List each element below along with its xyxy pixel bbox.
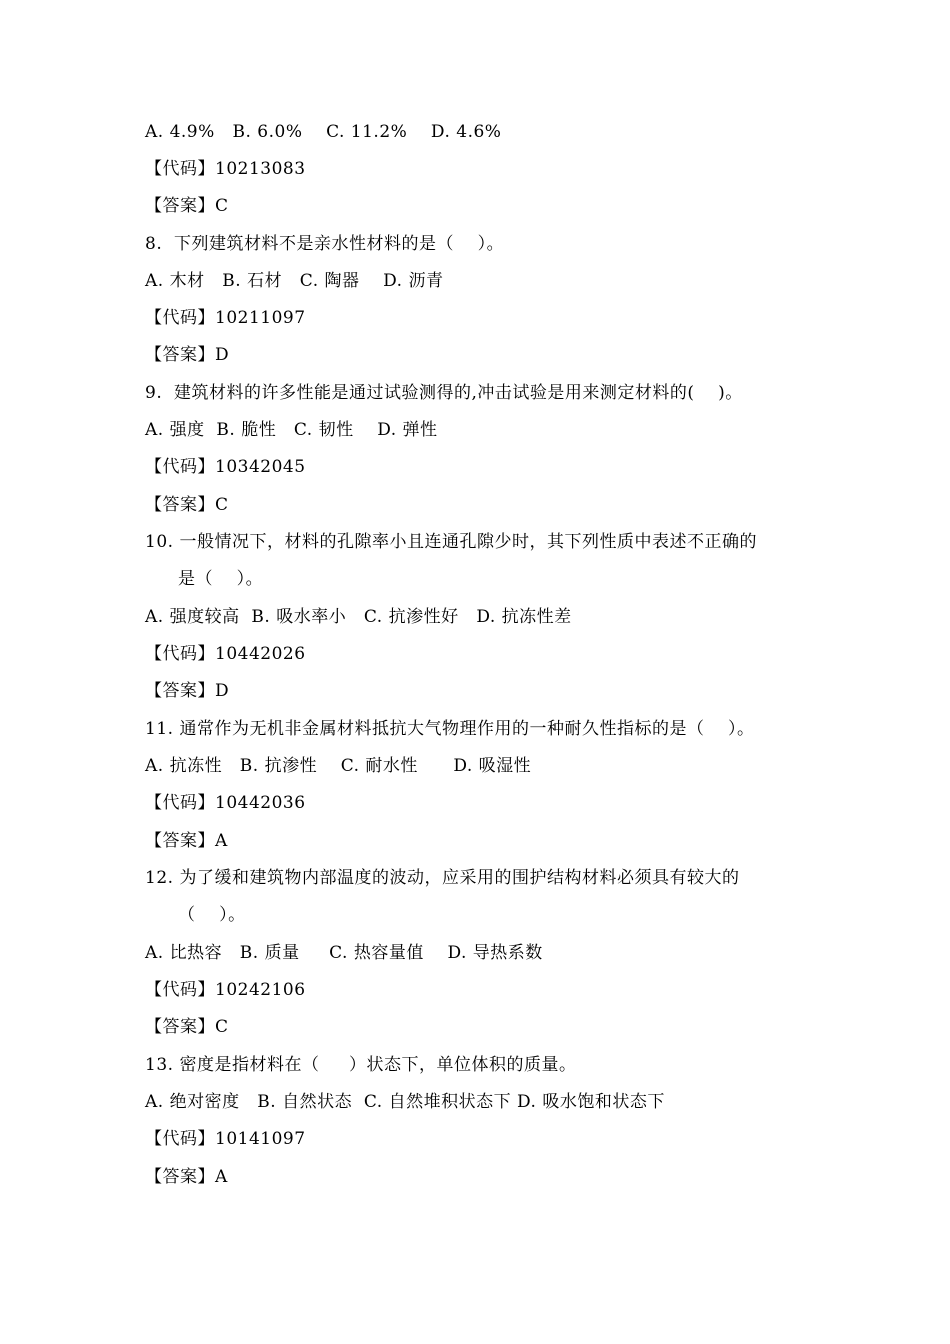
question-10-cont: 是（ ）。 [178,569,264,589]
options-q9: A. 强度 B. 脆性 C. 韧性 D. 弹性 [145,420,438,440]
code-q13: 【代码】10141097 [145,1129,306,1149]
options-q7: A. 4.9% B. 6.0% C. 11.2% D. 4.6% [145,122,502,142]
question-8: 8. 下列建筑材料不是亲水性材料的是（ ）。 [145,234,505,254]
question-10: 10. 一般情况下，材料的孔隙率小且连通孔隙少时，其下列性质中表述不正确的 [145,532,757,552]
question-9: 9. 建筑材料的许多性能是通过试验测得的,冲击试验是用来测定材料的( )。 [145,383,743,403]
code-q10: 【代码】10442026 [145,644,306,664]
question-11: 11. 通常作为无机非金属材料抵抗大气物理作用的一种耐久性指标的是（ ）。 [145,719,755,739]
question-12: 12. 为了缓和建筑物内部温度的波动，应采用的围护结构材料必须具有较大的 [145,868,740,888]
answer-q8: 【答案】D [145,345,230,365]
answer-q12: 【答案】C [145,1017,229,1037]
options-q13: A. 绝对密度 B. 自然状态 C. 自然堆积状态下 D. 吸水饱和状态下 [145,1092,665,1112]
options-q8: A. 木材 B. 石材 C. 陶器 D. 沥青 [145,271,444,291]
code-q11: 【代码】10442036 [145,793,306,813]
answer-q13: 【答案】A [145,1167,228,1187]
answer-q7: 【答案】C [145,196,229,216]
answer-q10: 【答案】D [145,681,230,701]
code-q12: 【代码】10242106 [145,980,306,1000]
options-q11: A. 抗冻性 B. 抗渗性 C. 耐水性 D. 吸湿性 [145,756,532,776]
answer-q11: 【答案】A [145,831,228,851]
code-q9: 【代码】10342045 [145,457,306,477]
options-q12: A. 比热容 B. 质量 C. 热容量值 D. 导热系数 [145,943,543,963]
code-q7: 【代码】10213083 [145,159,306,179]
answer-q9: 【答案】C [145,495,229,515]
code-q8: 【代码】10211097 [145,308,306,328]
question-12-cont: （ ）。 [178,905,246,925]
question-13: 13. 密度是指材料在（ ）状态下，单位体积的质量。 [145,1055,577,1075]
options-q10: A. 强度较高 B. 吸水率小 C. 抗渗性好 D. 抗冻性差 [145,607,572,627]
